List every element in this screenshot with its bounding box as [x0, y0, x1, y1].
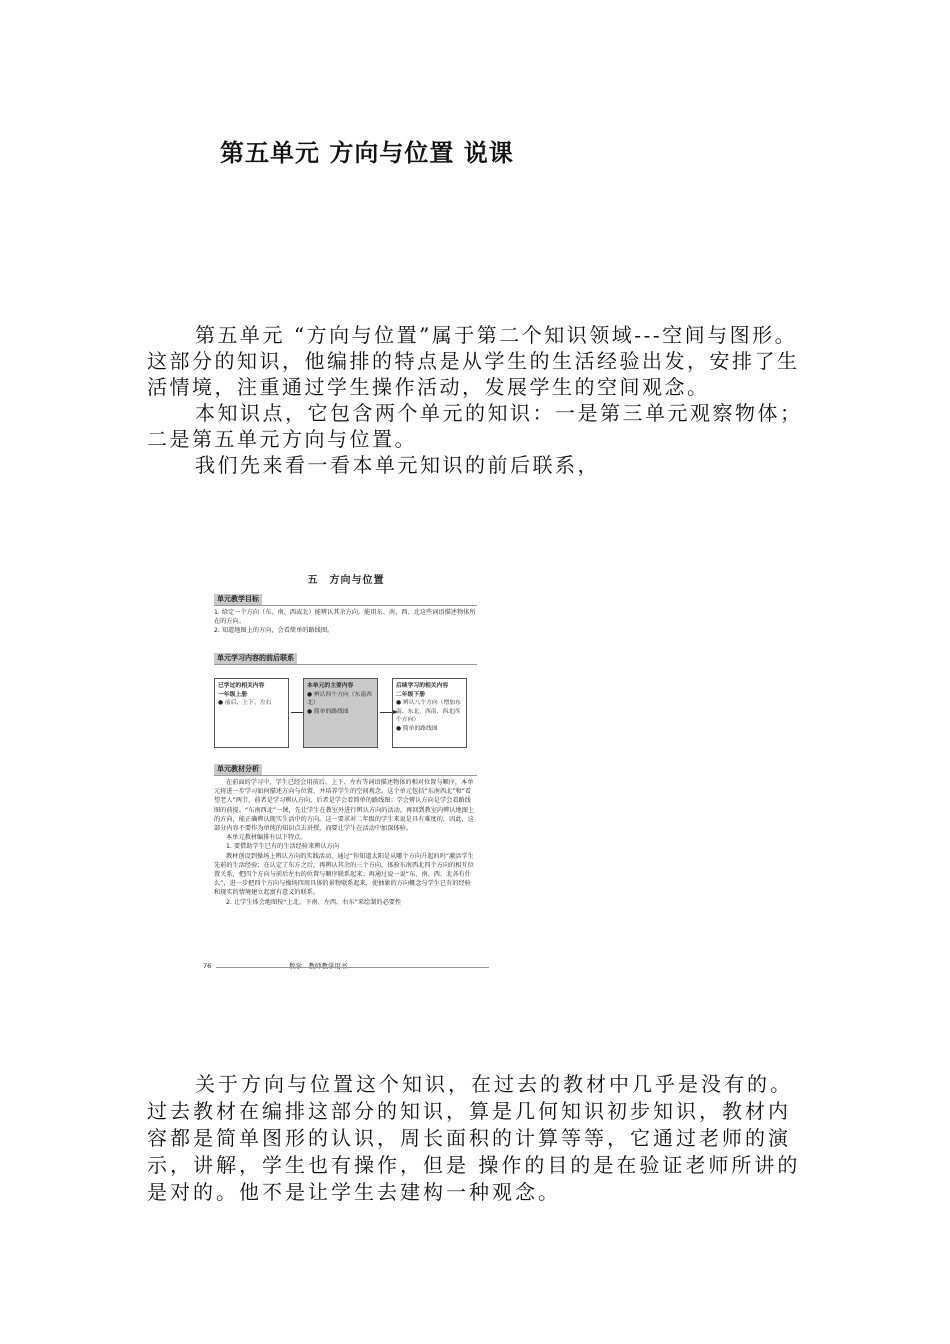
analysis-paragraph: 2. 让学生体会地图按“上北、下南、左西、右东”来绘制的必要性	[226, 898, 402, 906]
intro-paragraph: 第五单元 “方向与位置”属于第二个知识领域---空间与图形。这部分的知识，他编排的特点是从学生的生活经验出发，安排了生活情境，注重通过学生操作活动，发展学生的空间观念。	[147, 323, 800, 399]
intro-paragraph: 本知识点，它包含两个单元的知识：一是第三单元观察物体；二是第五单元方向与位置。	[147, 401, 803, 451]
box-item: 辨认四个方向（东南西北）	[307, 691, 372, 706]
box-item: 前后、上下、左右	[224, 700, 272, 706]
current-content-box: 本单元的主要内容 ● 辨认四个方向（东南西北） ● 简单的路线图	[303, 678, 378, 748]
goals-list	[214, 608, 477, 636]
box-item: 简单的路线图	[313, 708, 349, 715]
box-subheading: 一年级上册	[218, 691, 247, 698]
goal-item: 2. 知道地图上的方向，会看简单的路线图。	[214, 627, 334, 635]
box-item: 辨认八个方向（增加东南、东北、西南、西北四个方向）	[396, 700, 461, 723]
footer-rule	[216, 967, 489, 968]
document-title: 第五单元 方向与位置 说课	[220, 138, 514, 167]
intro-paragraph: 我们先来看一看本单元知识的前后联系，	[195, 453, 600, 477]
analysis-paragraph: 教材创设到操场上辨认方向的实践活动，通过“你知道太阳是从哪个方向升起的吗”激活学生先前的生活经验；在认定了东方之后，再辨认其余的三个方向，体验东南西北四个方向的相互位置关系，把四个方向与前后左右的位置与顺序联系起来；再通过说一说“东、南、西、北各有什么”，进一步把四个方向与操场四周具体的景物联系起来，使抽象的方向概念与学生已有的经验和现实的情境建立起富有意义的联系。	[214, 852, 474, 897]
box-heading: 后续学习的相关内容	[396, 683, 449, 689]
closing-paragraph: 关于方向与位置这个知识，在过去的教材中几乎是没有的。过去教材在编排这部分的知识，算是几何知识初步知识，教材内容都是简单图形的认识，周长面积的计算等等，它通过老师的演示，讲解，学生也有操作，但是 操作的目的是在验证老师所讲的是对的。他不是让学生去建构一种观念。	[147, 1072, 801, 1204]
analysis-rule	[214, 775, 477, 776]
goals-heading: 单元教学目标	[214, 594, 262, 605]
intro-paragraphs	[147, 322, 807, 478]
relation-rule	[214, 664, 477, 665]
analysis-paragraph: 本单元教材编排有以下特点。	[226, 834, 307, 842]
textbook-page-image	[203, 568, 489, 978]
textbook-title: 五 方向与位置	[307, 575, 385, 586]
analysis-paragraph: 在前面的学习中，学生已经会用前后、上下、左右等词语描述物体的相对位置与顺序，本单元将进一步学习如何描述方向与位置，并培养学生的空间观念。这个单元包括“东南西北”和“看望老人”两节，前者是学习辨认方向，后者是学会看简单的路线图；学会辨认方向是学会看路线图的前提。“东南西北”一课，先让学生在教室外进行辨认方向的活动，再回到教室内辨认地图上的方向，能正确辨认现实生活中的方向。这一要求对二年级的学生来说是具有难度的，因此，这部分内容不要作为单纯的知识点去讲授，而要让学生在活动中加深体验。	[214, 779, 475, 833]
later-content-box: 后续学习的相关内容 二年级下册 ● 辨认八个方向（增加东南、东北、西南、西北四个方向） ● 简单的路线图	[392, 678, 467, 748]
box-subheading: 二年级下册	[396, 691, 425, 698]
relation-heading: 单元学习内容的前后联系	[214, 653, 297, 664]
analysis-heading: 单元教材分析	[214, 764, 262, 775]
box-item: 简单的路线图	[402, 725, 438, 732]
goal-item: 1. 给定一个方向（东、南、西或北）能辨认其余方向，能用东、南、西、北这些词语描述物体所在的方向。	[214, 609, 476, 626]
box-heading: 已学过的相关内容	[218, 683, 265, 689]
analysis-text	[214, 778, 477, 907]
closing-paragraphs	[147, 1071, 807, 1206]
goals-rule	[214, 605, 477, 606]
analysis-paragraph: 1. 要借助学生已有的生活经验来辨认方向	[226, 843, 340, 851]
footer-text: 数学 教师教学用书	[289, 962, 348, 970]
page-number: 76	[203, 962, 212, 970]
prior-content-box: 已学过的相关内容 一年级上册 ● 前后、上下、左右	[214, 678, 289, 748]
box-heading: 本单元的主要内容	[307, 683, 354, 689]
